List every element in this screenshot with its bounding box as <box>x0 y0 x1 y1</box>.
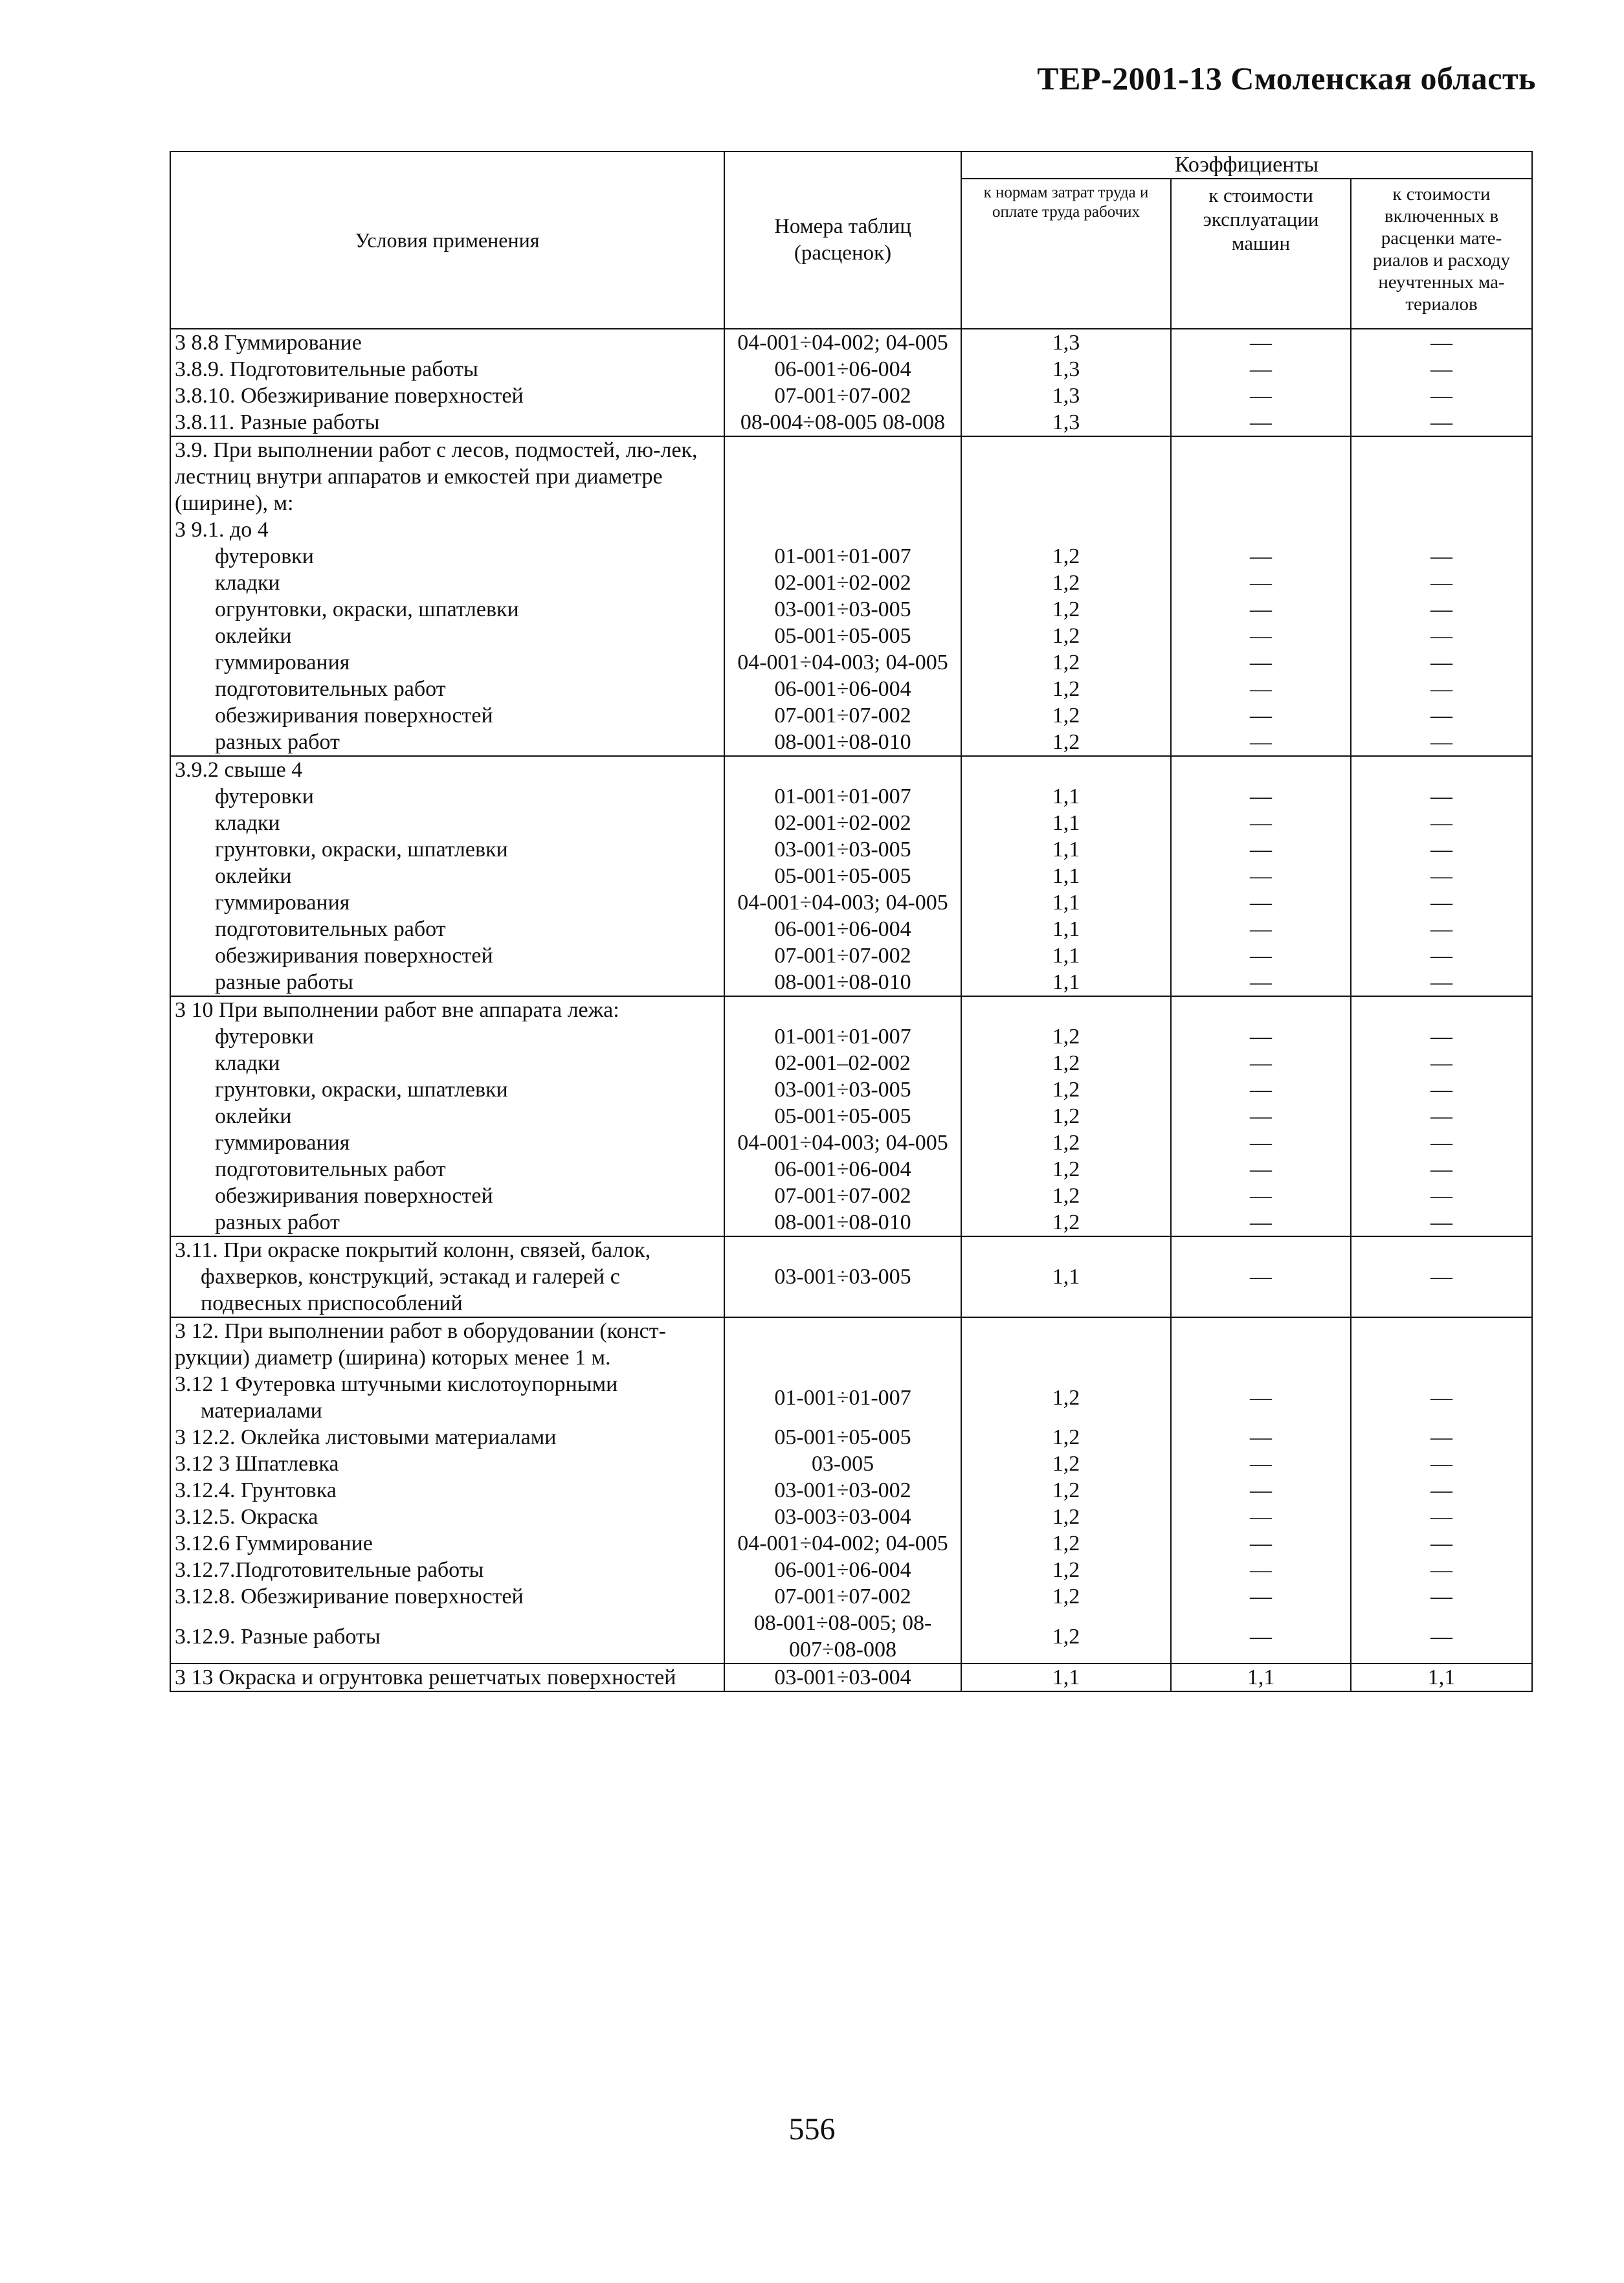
row-coef-machines: — <box>1171 1504 1351 1530</box>
row-coef-machines <box>1171 996 1351 1023</box>
row-table-numbers: 04-001÷04-002; 04-005 <box>724 329 961 356</box>
row-table-numbers <box>724 1317 961 1371</box>
table-row <box>170 1209 1532 1236</box>
row-table-numbers: 08-001÷08-005; 08-007÷08-008 <box>724 1610 961 1664</box>
row-coef-materials: — <box>1351 916 1532 942</box>
column-header-coef-materials: к стоимости включенных в расценки мате-риалов и расходу неучтенных ма-териалов <box>1351 179 1532 329</box>
row-coef-materials: — <box>1351 1103 1532 1130</box>
row-table-numbers: 06-001÷06-004 <box>724 916 961 942</box>
row-table-numbers: 04-001÷04-003; 04-005 <box>724 649 961 676</box>
row-coef-machines: — <box>1171 409 1351 436</box>
row-coef-labor: 1,3 <box>961 356 1171 383</box>
row-table-numbers: 07-001÷07-002 <box>724 702 961 729</box>
row-coef-materials: — <box>1351 889 1532 916</box>
row-coef-labor: 1,1 <box>961 1236 1171 1317</box>
table-row <box>170 570 1532 596</box>
table-row <box>170 1156 1532 1183</box>
row-coef-materials: — <box>1351 356 1532 383</box>
row-coef-machines: — <box>1171 969 1351 996</box>
row-coef-materials: — <box>1351 676 1532 702</box>
row-condition: оклейки <box>170 863 724 889</box>
table-row <box>170 810 1532 836</box>
row-coef-labor: 1,2 <box>961 1050 1171 1076</box>
row-coef-materials: — <box>1351 329 1532 356</box>
table-row <box>170 1130 1532 1156</box>
row-table-numbers <box>724 996 961 1023</box>
row-table-numbers: 01-001÷01-007 <box>724 1023 961 1050</box>
table-row <box>170 383 1532 409</box>
row-coef-labor: 1,1 <box>961 1664 1171 1691</box>
row-coef-machines: — <box>1171 1610 1351 1664</box>
row-coef-materials: — <box>1351 570 1532 596</box>
row-coef-materials: — <box>1351 1477 1532 1504</box>
row-coef-labor: 1,2 <box>961 1156 1171 1183</box>
row-table-numbers: 07-001÷07-002 <box>724 383 961 409</box>
row-coef-labor: 1,2 <box>961 649 1171 676</box>
row-condition: кладки <box>170 810 724 836</box>
row-table-numbers: 07-001÷07-002 <box>724 1183 961 1209</box>
row-coef-materials: — <box>1351 409 1532 436</box>
row-coef-materials: — <box>1351 1209 1532 1236</box>
row-table-numbers: 04-001÷04-003; 04-005 <box>724 1130 961 1156</box>
table-row <box>170 996 1532 1023</box>
row-coef-machines: — <box>1171 383 1351 409</box>
row-condition: 3.12.4. Грунтовка <box>170 1477 724 1504</box>
row-coef-machines: — <box>1171 649 1351 676</box>
row-coef-labor: 1,2 <box>961 1076 1171 1103</box>
row-condition: 3.12.6 Гуммирование <box>170 1530 724 1557</box>
table-row <box>170 729 1532 756</box>
column-header-coefficients: Коэффициенты <box>961 151 1532 179</box>
row-condition: обезжиривания поверхностей <box>170 702 724 729</box>
row-coef-labor: 1,2 <box>961 1209 1171 1236</box>
row-coef-machines: — <box>1171 1050 1351 1076</box>
row-condition: 3.12.5. Окраска <box>170 1504 724 1530</box>
row-coef-labor: 1,2 <box>961 1023 1171 1050</box>
row-coef-labor <box>961 436 1171 517</box>
row-coef-labor: 1,2 <box>961 1451 1171 1477</box>
row-coef-materials: — <box>1351 810 1532 836</box>
table-row <box>170 649 1532 676</box>
row-coef-machines <box>1171 517 1351 543</box>
row-table-numbers <box>724 517 961 543</box>
row-coef-machines: — <box>1171 623 1351 649</box>
row-table-numbers: 07-001÷07-002 <box>724 942 961 969</box>
row-coef-materials <box>1351 1317 1532 1371</box>
row-condition: гуммирования <box>170 1130 724 1156</box>
row-coef-materials <box>1351 436 1532 517</box>
row-condition: подготовительных работ <box>170 916 724 942</box>
row-coef-materials <box>1351 996 1532 1023</box>
row-coef-labor: 1,2 <box>961 1183 1171 1209</box>
row-coef-machines: — <box>1171 836 1351 863</box>
row-condition: футеровки <box>170 1023 724 1050</box>
row-coef-materials: — <box>1351 1076 1532 1103</box>
table-row <box>170 543 1532 570</box>
row-table-numbers: 03-001÷03-004 <box>724 1664 961 1691</box>
row-coef-materials: — <box>1351 543 1532 570</box>
row-condition: 3.12.8. Обезжиривание поверхностей <box>170 1583 724 1610</box>
row-coef-machines: — <box>1171 1451 1351 1477</box>
row-table-numbers: 01-001÷01-007 <box>724 783 961 810</box>
row-table-numbers: 03-005 <box>724 1451 961 1477</box>
table-row <box>170 756 1532 783</box>
row-table-numbers: 01-001÷01-007 <box>724 543 961 570</box>
row-coef-machines: — <box>1171 889 1351 916</box>
table-row <box>170 1664 1532 1691</box>
table-row <box>170 1103 1532 1130</box>
row-coef-materials: — <box>1351 1504 1532 1530</box>
table-row <box>170 1023 1532 1050</box>
row-table-numbers: 02-001÷02-002 <box>724 810 961 836</box>
row-coef-machines <box>1171 436 1351 517</box>
row-table-numbers: 06-001÷06-004 <box>724 1156 961 1183</box>
row-coef-materials <box>1351 517 1532 543</box>
row-table-numbers: 07-001÷07-002 <box>724 1583 961 1610</box>
row-table-numbers: 05-001÷05-005 <box>724 1103 961 1130</box>
row-coef-labor: 1,1 <box>961 942 1171 969</box>
row-coef-labor <box>961 756 1171 783</box>
row-coef-labor: 1,2 <box>961 596 1171 623</box>
table-row <box>170 889 1532 916</box>
table-row <box>170 942 1532 969</box>
row-condition: оклейки <box>170 1103 724 1130</box>
row-coef-materials: — <box>1351 1183 1532 1209</box>
row-coef-labor: 1,2 <box>961 729 1171 756</box>
row-table-numbers: 03-001÷03-005 <box>724 1236 961 1317</box>
row-coef-materials: — <box>1351 1023 1532 1050</box>
row-coef-materials: — <box>1351 729 1532 756</box>
row-coef-machines: — <box>1171 356 1351 383</box>
row-condition: 3.8.9. Подготовительные работы <box>170 356 724 383</box>
row-condition: подготовительных работ <box>170 1156 724 1183</box>
row-coef-labor: 1,2 <box>961 1103 1171 1130</box>
row-condition: 3.11. При окраске покрытий колонн, связей, балок, фахверков, конструкций, эстакад и галерей с подвесных приспособлений <box>170 1236 724 1317</box>
row-coef-materials: — <box>1351 969 1532 996</box>
row-coef-labor: 1,2 <box>961 570 1171 596</box>
row-coef-machines: — <box>1171 916 1351 942</box>
row-coef-machines: — <box>1171 942 1351 969</box>
table-row <box>170 1317 1532 1371</box>
row-coef-machines: — <box>1171 1183 1351 1209</box>
row-coef-labor: 1,1 <box>961 863 1171 889</box>
row-coef-labor: 1,2 <box>961 702 1171 729</box>
row-table-numbers: 05-001÷05-005 <box>724 623 961 649</box>
row-table-numbers: 04-001÷04-002; 04-005 <box>724 1530 961 1557</box>
table-row <box>170 1050 1532 1076</box>
row-coef-labor: 1,1 <box>961 916 1171 942</box>
row-coef-materials: 1,1 <box>1351 1664 1532 1691</box>
row-coef-machines <box>1171 756 1351 783</box>
row-table-numbers: 08-001÷08-010 <box>724 729 961 756</box>
row-coef-labor: 1,3 <box>961 409 1171 436</box>
table-row <box>170 916 1532 942</box>
row-coef-materials: — <box>1351 836 1532 863</box>
row-condition: кладки <box>170 570 724 596</box>
row-table-numbers: 06-001÷06-004 <box>724 356 961 383</box>
row-table-numbers: 02-001–02-002 <box>724 1050 961 1076</box>
row-coef-machines: — <box>1171 1156 1351 1183</box>
coefficients-table <box>170 151 1533 1692</box>
row-coef-machines: — <box>1171 783 1351 810</box>
row-coef-labor: 1,2 <box>961 676 1171 702</box>
row-coef-machines: — <box>1171 596 1351 623</box>
row-table-numbers: 02-001÷02-002 <box>724 570 961 596</box>
row-coef-materials: — <box>1351 623 1532 649</box>
row-condition: 3 10 При выполнении работ вне аппарата лежа: <box>170 996 724 1023</box>
row-coef-materials: — <box>1351 783 1532 810</box>
row-coef-machines: — <box>1171 1103 1351 1130</box>
table-row <box>170 1236 1532 1317</box>
row-coef-machines: — <box>1171 1236 1351 1317</box>
row-coef-labor: 1,2 <box>961 1424 1171 1451</box>
row-condition: 3.12 3 Шпатлевка <box>170 1451 724 1477</box>
row-condition: 3.8.11. Разные работы <box>170 409 724 436</box>
row-condition: разные работы <box>170 969 724 996</box>
row-coef-labor <box>961 996 1171 1023</box>
row-coef-labor: 1,2 <box>961 1477 1171 1504</box>
row-coef-machines: — <box>1171 329 1351 356</box>
row-table-numbers <box>724 756 961 783</box>
row-coef-machines: — <box>1171 1557 1351 1583</box>
row-table-numbers: 08-004÷08-005 08-008 <box>724 409 961 436</box>
row-condition: 3.8.10. Обезжиривание поверхностей <box>170 383 724 409</box>
row-table-numbers: 08-001÷08-010 <box>724 1209 961 1236</box>
row-table-numbers: 01-001÷01-007 <box>724 1371 961 1424</box>
row-coef-materials: — <box>1351 1236 1532 1317</box>
table-row <box>170 436 1532 517</box>
row-condition: разных работ <box>170 1209 724 1236</box>
row-coef-labor: 1,1 <box>961 810 1171 836</box>
row-coef-labor: 1,2 <box>961 1610 1171 1664</box>
row-coef-labor: 1,2 <box>961 1583 1171 1610</box>
row-coef-machines: — <box>1171 1023 1351 1050</box>
table-row <box>170 1557 1532 1583</box>
row-coef-machines: — <box>1171 570 1351 596</box>
row-table-numbers <box>724 436 961 517</box>
row-condition: гуммирования <box>170 649 724 676</box>
row-coef-machines: — <box>1171 1371 1351 1424</box>
row-coef-materials: — <box>1351 1583 1532 1610</box>
row-condition: грунтовки, окраски, шпатлевки <box>170 836 724 863</box>
row-coef-machines: — <box>1171 1424 1351 1451</box>
row-coef-labor <box>961 1317 1171 1371</box>
table-row <box>170 702 1532 729</box>
page-number: 556 <box>788 2112 836 2146</box>
table-row <box>170 1076 1532 1103</box>
table-row <box>170 596 1532 623</box>
row-table-numbers: 03-001÷03-005 <box>724 1076 961 1103</box>
row-condition: футеровки <box>170 543 724 570</box>
row-coef-labor: 1,1 <box>961 836 1171 863</box>
row-condition: 3 12.2. Оклейка листовыми материалами <box>170 1424 724 1451</box>
column-header-conditions: Условия применения <box>170 151 724 329</box>
row-condition: 3 13 Окраска и огрунтовка решетчатых поверхностей <box>170 1664 724 1691</box>
page-header-title: ТЕР-2001-13 Смоленская область <box>1037 60 1536 96</box>
table-row <box>170 836 1532 863</box>
row-coef-labor: 1,2 <box>961 1371 1171 1424</box>
row-coef-materials: — <box>1351 1557 1532 1583</box>
row-coef-materials: — <box>1351 649 1532 676</box>
row-coef-machines: 1,1 <box>1171 1664 1351 1691</box>
row-coef-materials: — <box>1351 942 1532 969</box>
table-row <box>170 356 1532 383</box>
row-coef-materials: — <box>1351 1530 1532 1557</box>
table-row <box>170 1530 1532 1557</box>
table-body <box>170 329 1532 1691</box>
table-row <box>170 1451 1532 1477</box>
table-row <box>170 1183 1532 1209</box>
row-condition: 3 12. При выполнении работ в оборудовании (конст-рукции) диаметр (ширина) которых менее 1 м. <box>170 1317 724 1371</box>
row-table-numbers: 06-001÷06-004 <box>724 1557 961 1583</box>
row-coef-machines: — <box>1171 863 1351 889</box>
row-table-numbers: 08-001÷08-010 <box>724 969 961 996</box>
table-row <box>170 517 1532 543</box>
row-coef-materials: — <box>1351 1156 1532 1183</box>
row-condition: обезжиривания поверхностей <box>170 942 724 969</box>
row-table-numbers: 03-001÷03-005 <box>724 596 961 623</box>
row-condition: 3.9. При выполнении работ с лесов, подмостей, лю-лек, лестниц внутри аппаратов и емкостей при диаметре (ширине), м: <box>170 436 724 517</box>
row-table-numbers: 03-001÷03-005 <box>724 836 961 863</box>
row-coef-machines: — <box>1171 1583 1351 1610</box>
table-row <box>170 1424 1532 1451</box>
row-coef-labor: 1,3 <box>961 383 1171 409</box>
table-row <box>170 623 1532 649</box>
row-condition: грунтовки, окраски, шпатлевки <box>170 1076 724 1103</box>
row-coef-labor: 1,2 <box>961 543 1171 570</box>
row-coef-machines: — <box>1171 543 1351 570</box>
row-coef-labor: 1,2 <box>961 1504 1171 1530</box>
column-header-coef-machines: к стоимости эксплуатации машин <box>1171 179 1351 329</box>
row-condition: оклейки <box>170 623 724 649</box>
row-coef-materials: — <box>1351 1610 1532 1664</box>
row-coef-labor: 1,2 <box>961 1130 1171 1156</box>
row-coef-labor: 1,2 <box>961 1530 1171 1557</box>
row-coef-labor: 1,1 <box>961 889 1171 916</box>
row-coef-machines: — <box>1171 1530 1351 1557</box>
row-coef-machines: — <box>1171 1477 1351 1504</box>
row-condition: кладки <box>170 1050 724 1076</box>
table-row <box>170 676 1532 702</box>
row-coef-machines: — <box>1171 676 1351 702</box>
row-coef-materials: — <box>1351 1371 1532 1424</box>
row-coef-materials: — <box>1351 1424 1532 1451</box>
row-condition: обезжиривания поверхностей <box>170 1183 724 1209</box>
row-condition: 3.9.2 свыше 4 <box>170 756 724 783</box>
row-coef-materials: — <box>1351 1050 1532 1076</box>
row-coef-labor: 1,2 <box>961 623 1171 649</box>
row-condition: огрунтовки, окраски, шпатлевки <box>170 596 724 623</box>
table-row <box>170 329 1532 356</box>
row-condition: 3 8.8 Гуммирование <box>170 329 724 356</box>
row-condition: 3.12.7.Подготовительные работы <box>170 1557 724 1583</box>
row-coef-labor: 1,2 <box>961 1557 1171 1583</box>
table-row <box>170 969 1532 996</box>
row-coef-machines: — <box>1171 702 1351 729</box>
table-row <box>170 409 1532 436</box>
row-condition: гуммирования <box>170 889 724 916</box>
column-header-coef-labor: к нормам затрат труда и оплате труда рабочих <box>961 179 1171 329</box>
row-condition: 3 9.1. до 4 <box>170 517 724 543</box>
row-coef-labor: 1,1 <box>961 969 1171 996</box>
row-table-numbers: 03-001÷03-002 <box>724 1477 961 1504</box>
row-coef-machines: — <box>1171 1130 1351 1156</box>
row-coef-labor <box>961 517 1171 543</box>
row-coef-materials: — <box>1351 596 1532 623</box>
row-coef-materials: — <box>1351 383 1532 409</box>
row-table-numbers: 03-003÷03-004 <box>724 1504 961 1530</box>
row-table-numbers: 06-001÷06-004 <box>724 676 961 702</box>
table-row <box>170 1610 1532 1664</box>
table-row <box>170 783 1532 810</box>
table-row <box>170 1504 1532 1530</box>
row-condition: футеровки <box>170 783 724 810</box>
row-coef-materials: — <box>1351 702 1532 729</box>
row-coef-machines: — <box>1171 1076 1351 1103</box>
row-condition: подготовительных работ <box>170 676 724 702</box>
row-table-numbers: 04-001÷04-003; 04-005 <box>724 889 961 916</box>
row-coef-machines: — <box>1171 729 1351 756</box>
column-header-numbers: Номера таблиц (расценок) <box>724 151 961 329</box>
table-row <box>170 863 1532 889</box>
row-condition: разных работ <box>170 729 724 756</box>
row-coef-machines: — <box>1171 810 1351 836</box>
row-table-numbers: 05-001÷05-005 <box>724 1424 961 1451</box>
row-coef-machines: — <box>1171 1209 1351 1236</box>
row-condition: 3.12 1 Футеровка штучными кислотоупорными материалами <box>170 1371 724 1424</box>
row-coef-materials <box>1351 756 1532 783</box>
row-coef-materials: — <box>1351 863 1532 889</box>
row-coef-materials: — <box>1351 1451 1532 1477</box>
row-coef-labor: 1,1 <box>961 783 1171 810</box>
row-table-numbers: 05-001÷05-005 <box>724 863 961 889</box>
table-row <box>170 1583 1532 1610</box>
row-coef-labor: 1,3 <box>961 329 1171 356</box>
row-condition: 3.12.9. Разные работы <box>170 1610 724 1664</box>
table-row <box>170 1371 1532 1424</box>
row-coef-machines <box>1171 1317 1351 1371</box>
row-coef-materials: — <box>1351 1130 1532 1156</box>
table-header <box>170 151 1532 329</box>
table-row <box>170 1477 1532 1504</box>
